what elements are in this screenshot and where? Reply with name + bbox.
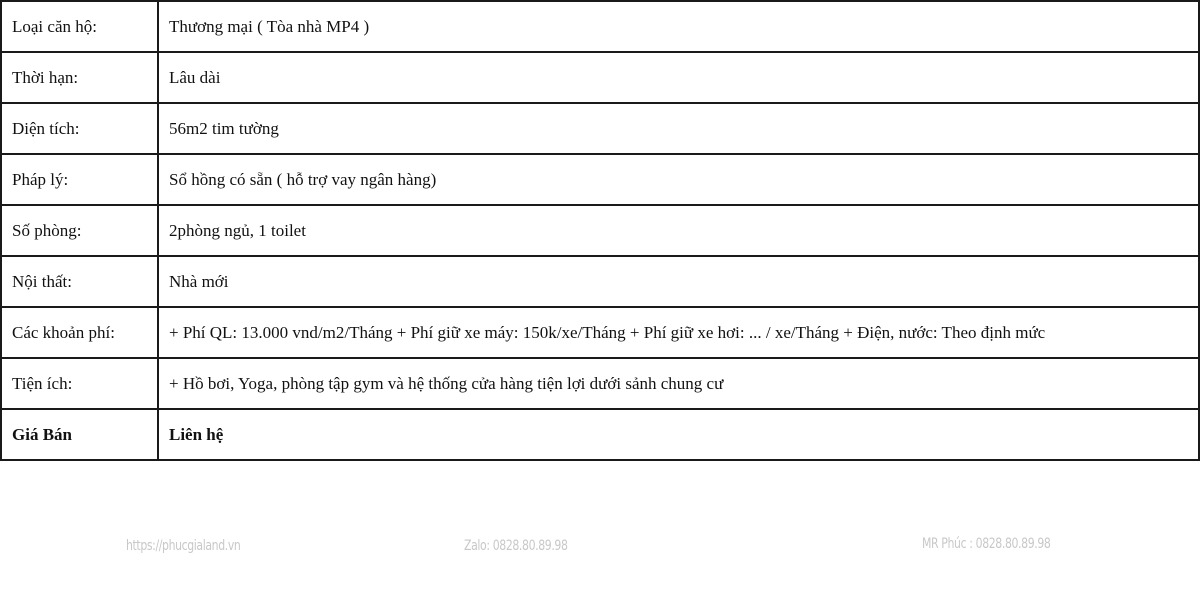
table-row <box>1 1 1199 52</box>
row-label: Loại căn hộ: <box>1 1 158 52</box>
watermark-website: https://phucgialand.vn <box>126 538 241 554</box>
row-value: + Phí QL: 13.000 vnd/m2/Tháng + Phí giữ xe máy: 150k/xe/Tháng + Phí giữ xe hơi: ... / xe/Tháng + Điện, nước: Theo định mức <box>158 307 1199 358</box>
row-value: Lâu dài <box>158 52 1199 103</box>
table-row <box>1 103 1199 154</box>
price-row <box>1 409 1199 460</box>
table-row <box>1 52 1199 103</box>
row-label: Diện tích: <box>1 103 158 154</box>
table-row <box>1 358 1199 409</box>
price-value: Liên hệ <box>158 409 1199 460</box>
watermark-contact: MR Phúc : 0828.80.89.98 <box>922 536 1051 552</box>
row-value: 2phòng ngủ, 1 toilet <box>158 205 1199 256</box>
row-value: Nhà mới <box>158 256 1199 307</box>
row-label: Pháp lý: <box>1 154 158 205</box>
price-label: Giá Bán <box>1 409 158 460</box>
row-label: Nội thất: <box>1 256 158 307</box>
row-label: Tiện ích: <box>1 358 158 409</box>
table-row <box>1 256 1199 307</box>
row-label: Số phòng: <box>1 205 158 256</box>
watermark-zalo: Zalo: 0828.80.89.98 <box>464 538 568 554</box>
table-row <box>1 154 1199 205</box>
row-value: Thương mại ( Tòa nhà MP4 ) <box>158 1 1199 52</box>
row-value: Sổ hồng có sẵn ( hỗ trợ vay ngân hàng) <box>158 154 1199 205</box>
row-label: Thời hạn: <box>1 52 158 103</box>
row-value: 56m2 tim tường <box>158 103 1199 154</box>
table-row <box>1 205 1199 256</box>
row-value: + Hồ bơi, Yoga, phòng tập gym và hệ thống cửa hàng tiện lợi dưới sảnh chung cư <box>158 358 1199 409</box>
row-label: Các khoản phí: <box>1 307 158 358</box>
table-row <box>1 307 1199 358</box>
watermark-strip <box>0 530 1200 566</box>
